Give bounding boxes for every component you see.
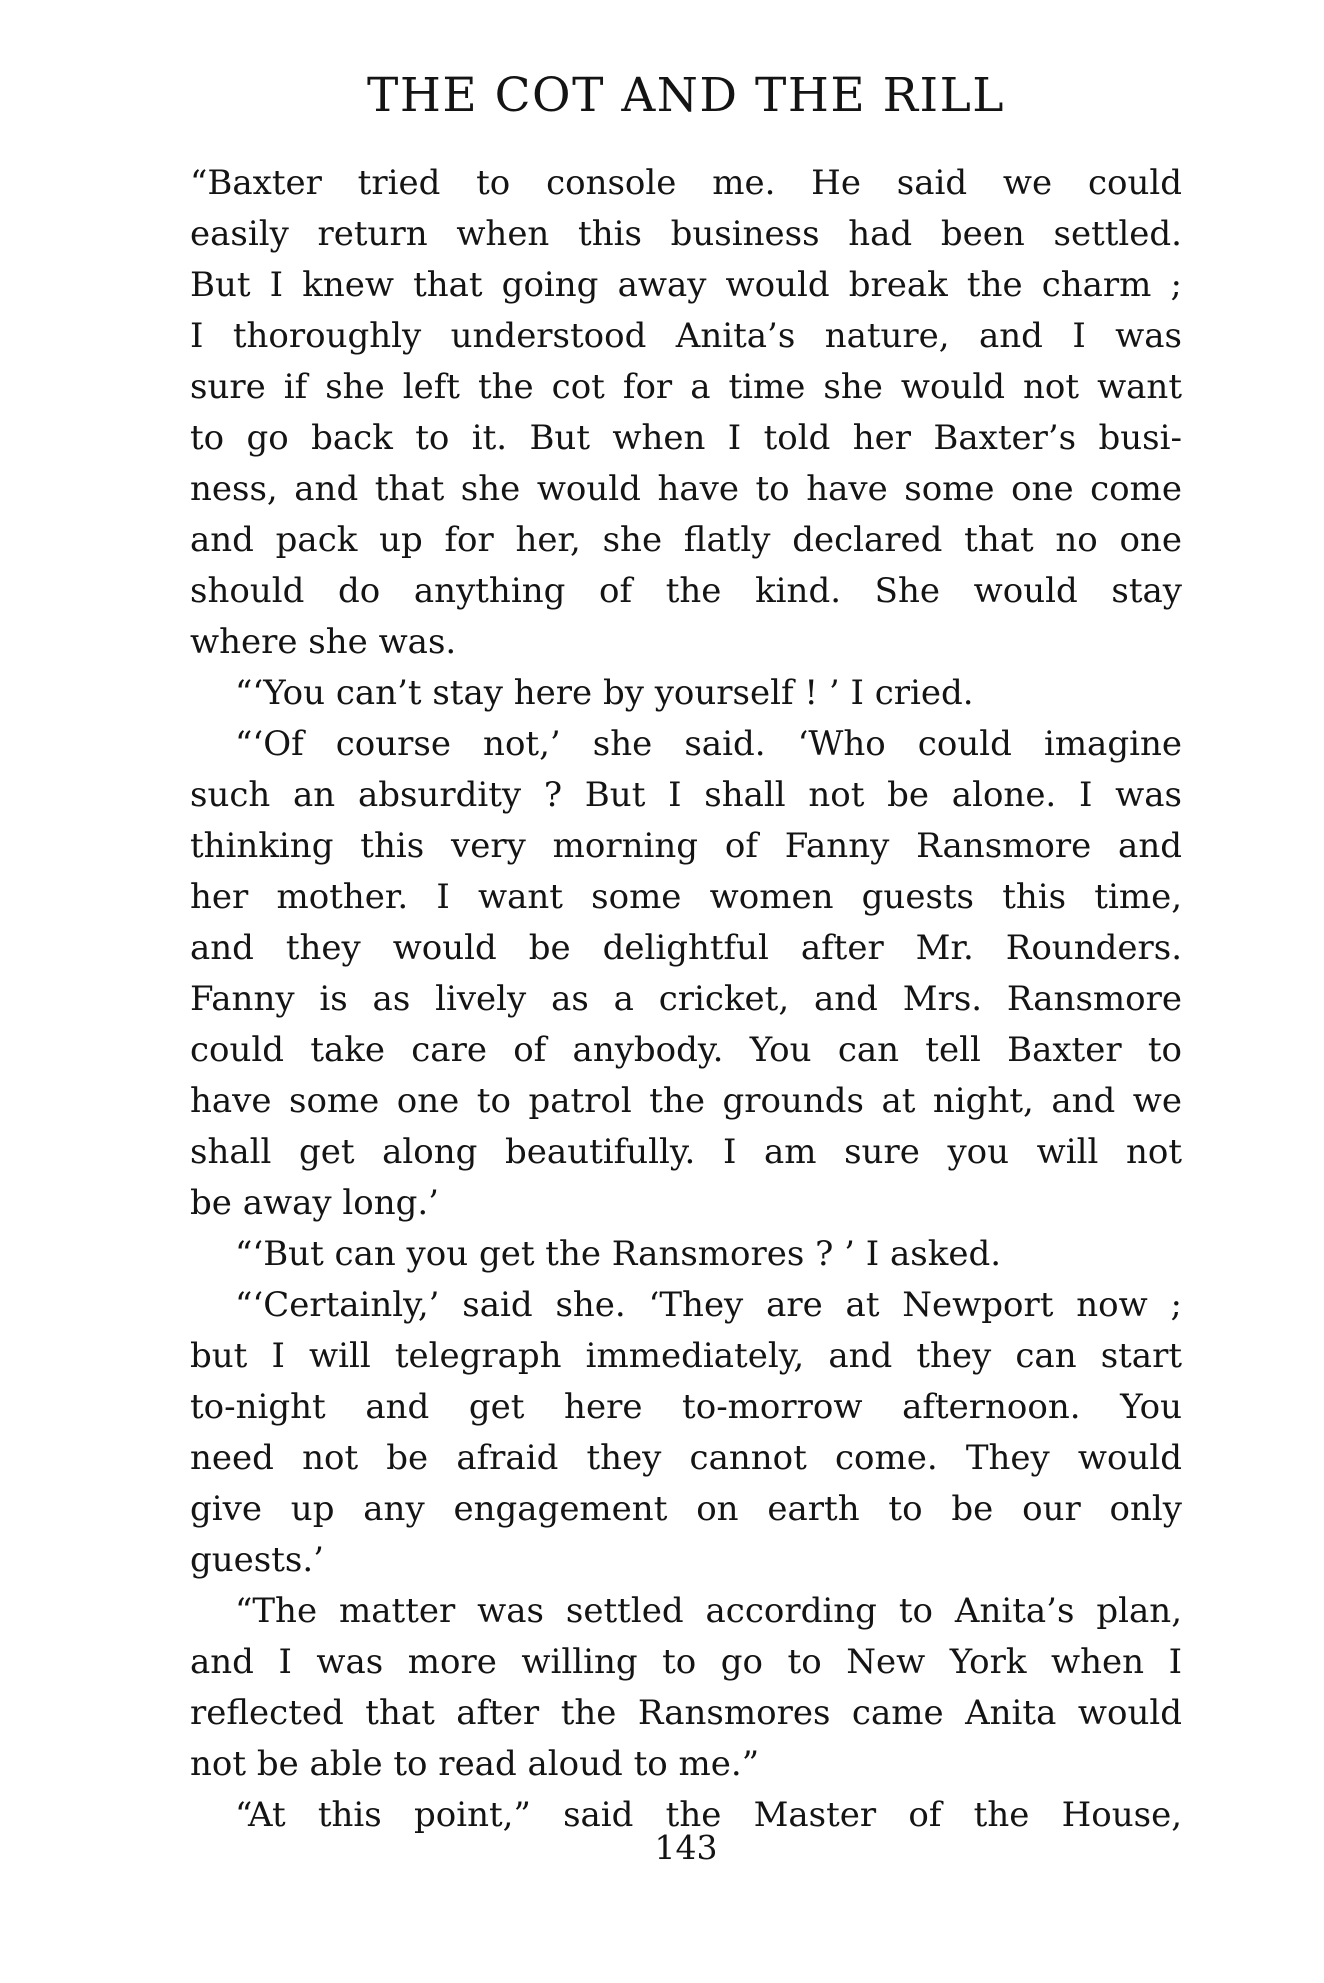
text-line: “‘Of course not,’ she said. ‘Who could imagine bbox=[235, 724, 1182, 764]
text-line: I thoroughly understood Anita’s nature, and I was bbox=[190, 316, 1182, 356]
page-number: 143 bbox=[654, 1828, 718, 1867]
text-line: give up any engagement on earth to be our only bbox=[190, 1489, 1182, 1529]
text-line: guests.’ bbox=[190, 1540, 324, 1580]
text-line: thinking this very morning of Fanny Ransmore and bbox=[190, 826, 1182, 866]
text-line: reflected that after the Ransmores came Anita would bbox=[190, 1693, 1182, 1733]
text-line: where she was. bbox=[190, 622, 457, 662]
text-line: But I knew that going away would break the charm ; bbox=[190, 265, 1182, 305]
text-line: and pack up for her, she flatly declared that no one bbox=[190, 520, 1182, 560]
body-text bbox=[190, 158, 1182, 1841]
text-line: not be able to read aloud to me.” bbox=[190, 1744, 760, 1784]
text-line: and I was more willing to go to New York when I bbox=[190, 1642, 1182, 1682]
text-line: “At this point,” said the Master of the House, bbox=[235, 1795, 1182, 1835]
text-line: Fanny is as lively as a cricket, and Mrs. Ransmore bbox=[190, 979, 1182, 1019]
text-line: easily return when this business had been settled. bbox=[190, 214, 1182, 254]
text-line: and they would be delightful after Mr. Rounders. bbox=[190, 928, 1182, 968]
text-line: “‘Certainly,’ said she. ‘They are at Newport now ; bbox=[235, 1285, 1182, 1325]
text-line: need not be afraid they cannot come. They would bbox=[190, 1438, 1182, 1478]
text-line: ness, and that she would have to have some one come bbox=[190, 469, 1182, 509]
text-line: to go back to it. But when I told her Baxter’s busi- bbox=[190, 418, 1182, 458]
text-line: her mother. I want some women guests this time, bbox=[190, 877, 1182, 917]
text-line: “‘You can’t stay here by yourself ! ’ I cried. bbox=[235, 673, 974, 713]
text-line: sure if she left the cot for a time she would not want bbox=[190, 367, 1182, 407]
text-line: could take care of anybody. You can tell Baxter to bbox=[190, 1030, 1182, 1070]
running-title: THE COT AND THE RILL bbox=[366, 68, 1006, 123]
text-line: be away long.’ bbox=[190, 1183, 439, 1223]
text-line: but I will telegraph immediately, and they can start bbox=[190, 1336, 1182, 1376]
text-line: “Baxter tried to console me. He said we could bbox=[190, 163, 1182, 203]
text-line: should do anything of the kind. She would stay bbox=[190, 571, 1182, 611]
text-line: such an absurdity ? But I shall not be alone. I was bbox=[190, 775, 1182, 815]
text-line: shall get along beautifully. I am sure you will not bbox=[190, 1132, 1182, 1172]
text-line: “‘But can you get the Ransmores ? ’ I asked. bbox=[235, 1234, 1002, 1274]
text-line: have some one to patrol the grounds at night, and we bbox=[190, 1081, 1182, 1121]
text-line: “The matter was settled according to Anita’s plan, bbox=[235, 1591, 1182, 1631]
text-line: to-night and get here to-morrow afternoon. You bbox=[190, 1387, 1182, 1427]
